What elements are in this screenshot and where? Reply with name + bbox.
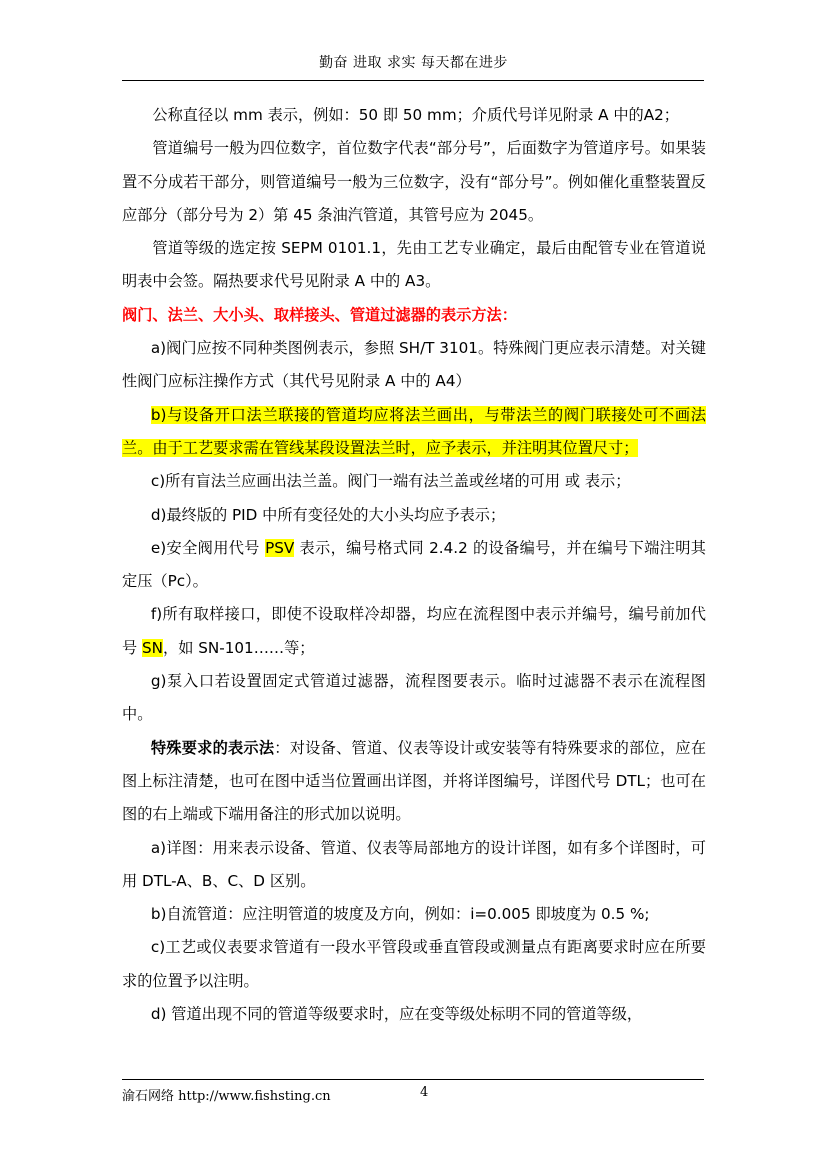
paragraph-pipe-number: 管道编号一般为四位数字，首位数字代表“部分号”，后面数字为管道序号。如果装置不分成若干部分，则管道编号一般为三位数字，没有“部分号”。例如催化重整装置反应部分（部分号为 2）第 45 条油汽管道，其管号应为 2045。: [122, 139, 706, 224]
item-b-gravity: b)自流管道：应注明管道的坡度及方向，例如：i=0.005 即坡度为 0.5 %;: [150, 905, 650, 924]
item-d-pipe-class: d) 管道出现不同的管道等级要求时，应在变等级处标明不同的管道等级，: [150, 1005, 643, 1024]
item-a-valves: a)阀门应按不同种类图例表示，参照 SH/T 3101。特殊阀门更应表示清楚。对关键性阀门应标注操作方式（其代号见附录 A 中的 A4）: [122, 339, 706, 391]
special-requirements-label: 特殊要求的表示法: [150, 738, 275, 757]
paragraph-pipe-class: 管道等级的选定按 SEPM 0101.1，先由工艺专业确定，最后由配管专业在管道说明表中会签。隔热要求代号见附录 A 中的 A3。: [122, 239, 706, 291]
item-c-blind-flanges: c)所有盲法兰应画出法兰盖。阀门一端有法兰盖或丝堵的可用 或 表示；: [150, 472, 631, 491]
special-requirements-text: ：对设备、管道、仪表等设计或安装等有特殊要求的部位，应在图上标注清楚，也可在图中适当位置画出详图，并将详图编号，详图代号 DTL；也可在图的右上端或下端用备注的形式加以说明。: [122, 738, 707, 824]
item-d-reducers: d)最终版的 PID 中所有变径处的大小头均应予表示；: [150, 505, 506, 524]
highlight-item-b: b)与设备开口法兰联接的管道均应将法兰画出，与带法兰的阀门联接处可不画法兰。由于工艺要求需在管线某段设置法兰时，应予表示，并注明其位置尺寸；: [122, 405, 706, 457]
paragraph-diameter: 公称直径以 mm 表示，例如：50 即 50 mm；介质代号详见附录 A 中的A2；: [152, 106, 679, 124]
item-g-filters: g)泵入口若设置固定式管道过滤器，流程图要表示。临时过滤器不表示在流程图中。: [122, 672, 706, 724]
item-b-flanges: [122, 399, 706, 466]
highlight-psv: PSV: [265, 538, 295, 557]
item-f-sampling: [122, 598, 706, 665]
footer-site: 渝石网络 http://www.fishsting.cn: [122, 1089, 331, 1104]
section-heading-valves: 阀门、法兰、大小头、取样接头、管道过滤器的表示方法：: [122, 305, 517, 324]
page-header: 勤奋 进取 求实 每天都在进步: [319, 55, 508, 71]
item-e-text-pre: e)安全阀用代号: [150, 538, 266, 557]
item-e-text-post: 表示，编号格式同 2.4.2 的设备编号，并在编号下端注明其定压（Pc）。: [122, 538, 706, 591]
header-rule: [122, 80, 704, 81]
item-f-text-pre: f)所有取样接口，即使不设取样冷却器，均应在流程图中表示并编号，编号前加代号: [122, 605, 706, 657]
item-a-detail: a)详图：用来表示设备、管道、仪表等局部地方的设计详图，如有多个详图时，可用 DTL-A、B、C、D 区别。: [122, 838, 706, 890]
highlight-sn: SN: [142, 638, 164, 657]
paragraph-special-requirements: [122, 732, 706, 832]
footer-rule: [122, 1079, 704, 1080]
item-f-text-post: ，如 SN-101……等；: [163, 638, 315, 657]
page-number: 4: [420, 1085, 429, 1100]
item-c-position: c)工艺或仪表要求管道有一段水平管段或垂直管段或测量点有距离要求时应在所要求的位置予以注明。: [122, 938, 706, 990]
item-e-safety-valve: [122, 532, 706, 599]
document-body: [122, 99, 706, 1031]
